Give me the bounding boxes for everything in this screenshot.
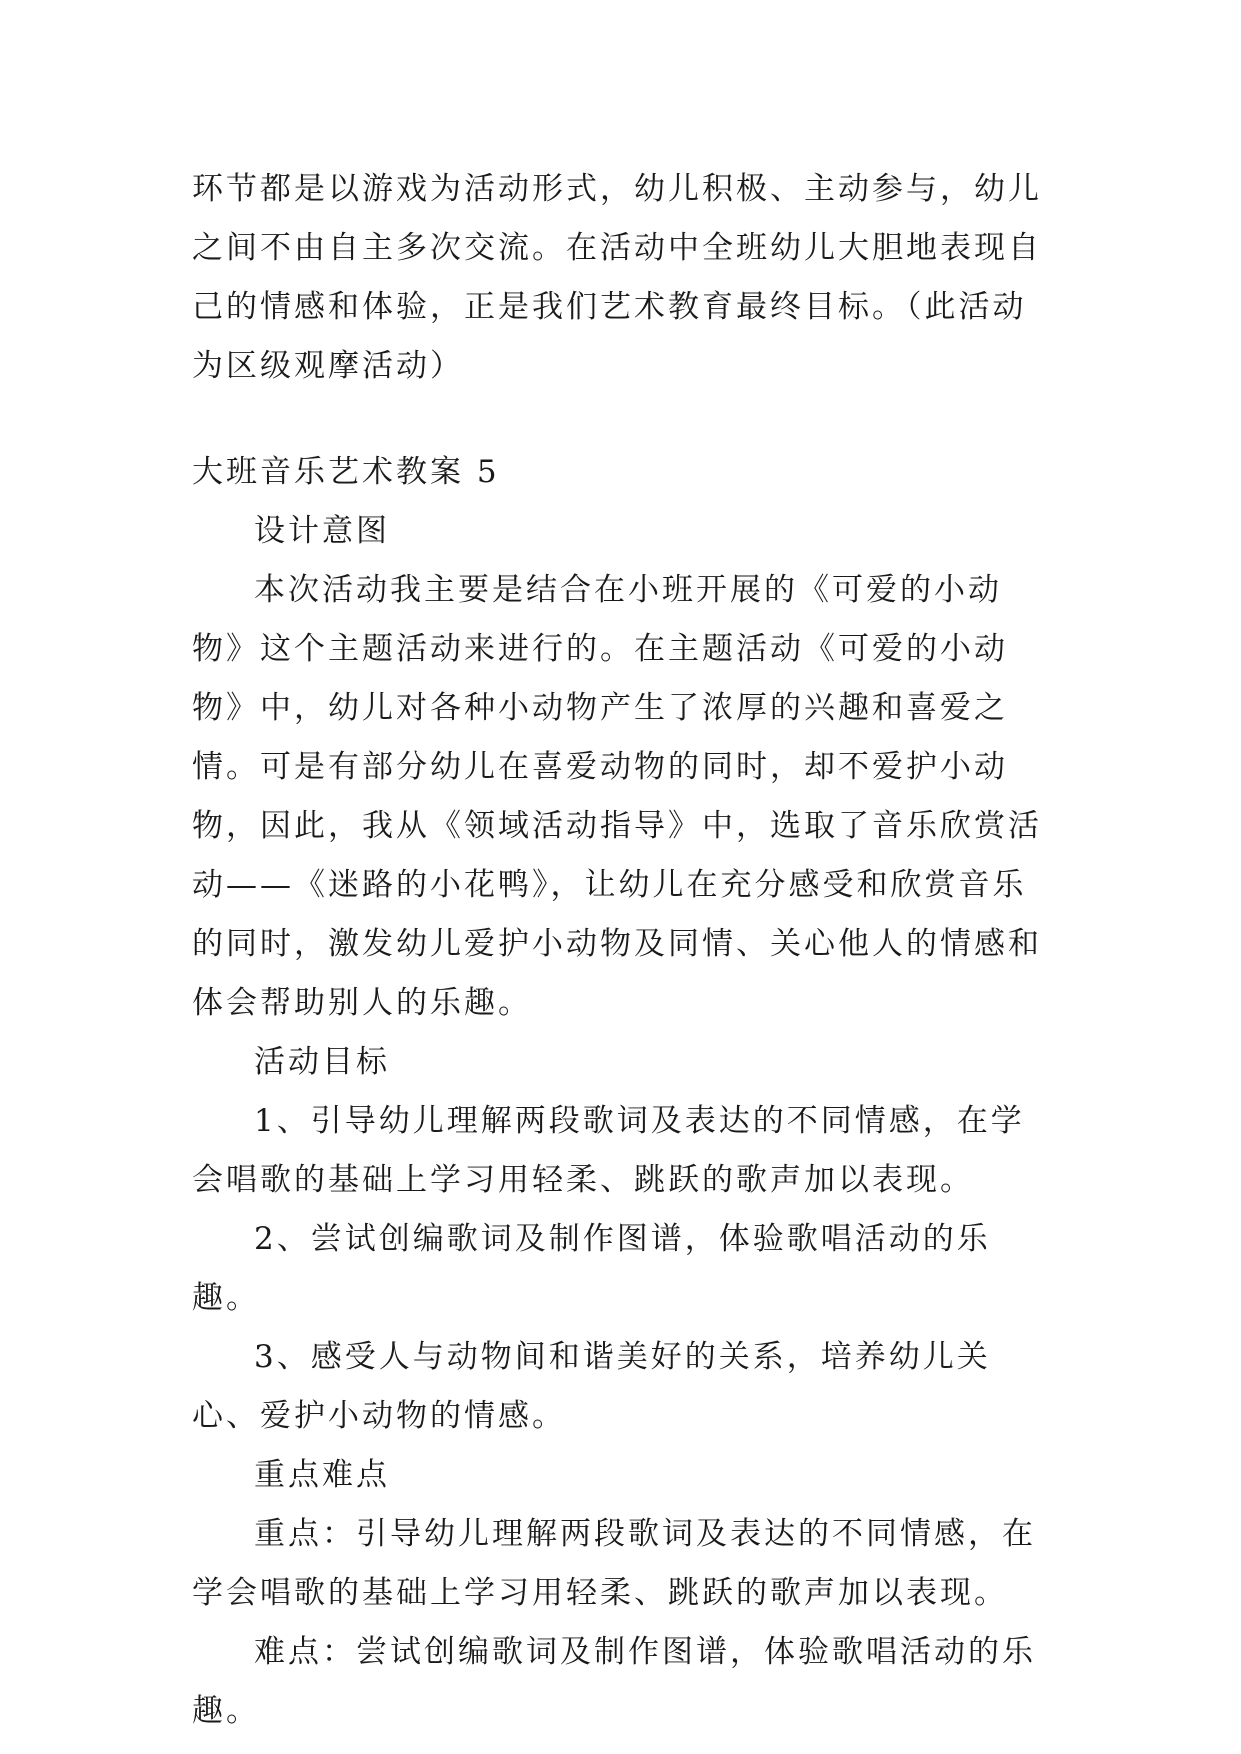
design-heading: 设计意图 (254, 513, 390, 549)
goal-item-1: 1、引导幼儿理解两段歌词及表达的不同情感，在学会唱歌的基础上学习用轻柔、跳跃的歌声加以表现。 (192, 1103, 1025, 1198)
difficulty-paragraph: 难点：尝试创编歌词及制作图谱，体验歌唱活动的乐趣。 (192, 1634, 1036, 1729)
key-point-paragraph: 重点：引导幼儿理解两段歌词及表达的不同情感，在学会唱歌的基础上学习用轻柔、跳跃的歌声加以表现。 (192, 1516, 1036, 1611)
goals-heading: 活动目标 (254, 1044, 390, 1080)
key-difficulty-heading: 重点难点 (254, 1457, 390, 1493)
design-paragraph: 本次活动我主要是结合在小班开展的《可爱的小动物》这个主题活动来进行的。在主题活动《可爱的小动物》中，幼儿对各种小动物产生了浓厚的兴趣和喜爱之情。可是有部分幼儿在喜爱动物的同时，却不爱护小动物，因此，我从《领域活动指导》中，选取了音乐欣赏活动——《迷路的小花鸭》，让幼儿在充分感受和欣赏音乐的同时，激发幼儿爱护小动物及同情、关心他人的情感和体会帮助别人的乐趣。 (192, 572, 1042, 1021)
intro-paragraph: 环节都是以游戏为活动形式，幼儿积极、主动参与，幼儿之间不由自主多次交流。在活动中全班幼儿大胆地表现自己的情感和体验，正是我们艺术教育最终目标。（此活动为区级观摩活动） (192, 171, 1042, 384)
goal-item-3: 3、感受人与动物间和谐美好的关系，培养幼儿关心、爱护小动物的情感。 (192, 1339, 991, 1434)
lesson-title: 大班音乐艺术教案 5 (192, 454, 500, 490)
document-body (192, 160, 1052, 1741)
text-block (192, 160, 1052, 1741)
goal-item-2: 2、尝试创编歌词及制作图谱，体验歌唱活动的乐趣。 (192, 1221, 991, 1316)
